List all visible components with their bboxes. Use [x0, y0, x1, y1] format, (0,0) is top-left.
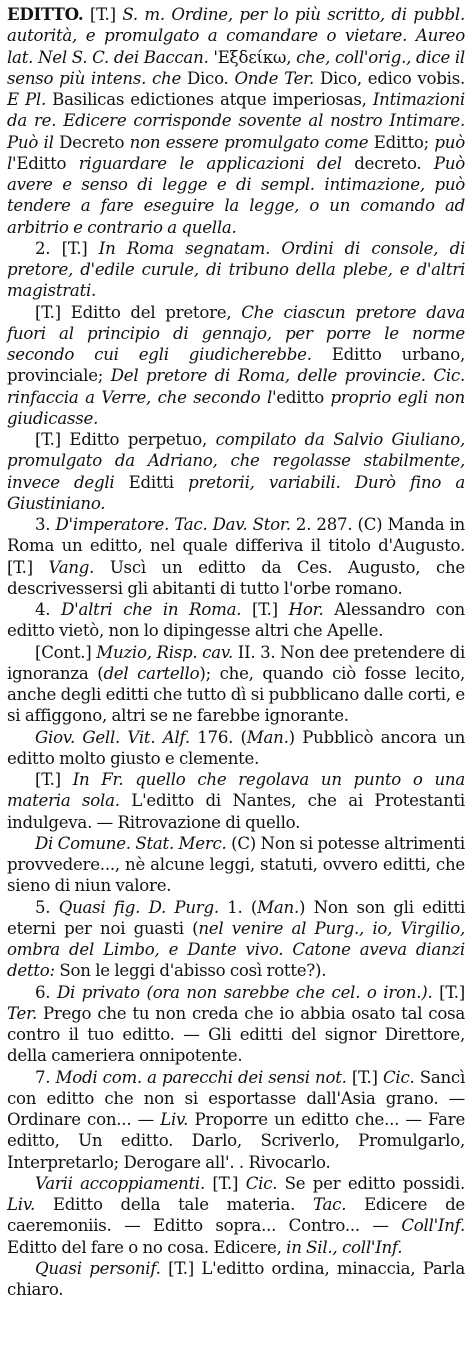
italic-text: Modi com. a parecchi dei sensi not. [55, 1067, 347, 1087]
text-segment: Sancì con editto che non si esportasse dall'Asia grano. —Ordinare con... — [7, 1067, 466, 1129]
text-segment: Basilicas edictiones atque imperiosas, [46, 90, 373, 109]
text-segment: [T.] [204, 1173, 246, 1193]
text-segment: Decreto [53, 132, 130, 152]
italic-text: Quasi personif. [35, 1258, 161, 1278]
text-segment: editto [276, 387, 331, 407]
text-segment: [T.] [241, 600, 289, 619]
entry-paragraph [7, 514, 465, 599]
italic-text: riguardare le applicazioni del [78, 153, 342, 173]
text-segment: 6. [35, 982, 57, 1002]
text-segment: Editto del fare o no cosa. Edicere, [7, 1237, 287, 1257]
italic-text: In Fr. quello che regolava un punto o una materia sola. [7, 770, 465, 811]
entry-paragraph [7, 429, 465, 514]
entry-headword: EDITTO. [7, 4, 84, 24]
text-segment: [T.] [346, 1067, 383, 1087]
text-segment: 2. [T.] [35, 238, 99, 258]
entry-paragraph [7, 302, 465, 430]
text-segment: Edicere de caeremoniis. — Editto sopra... Contro... — [7, 1195, 466, 1236]
italic-text: compilato da Salvio Giuliano, promulgato da Adriano, che regolasse stabilmente, invece degli [7, 430, 465, 492]
italic-text: D'imperatore. Tac. Dav. Stor. [55, 515, 291, 534]
entry-paragraph [7, 642, 465, 727]
italic-text: nel venire al Purg., io, Virgilio, ombra del Limbo, e Dante vivo. Catone aveva dianzi detto: [7, 918, 465, 981]
italic-text: Di privato (ora non sarebbe che cel. o iron.). [57, 982, 433, 1002]
dictionary-entry-editto [7, 4, 465, 1300]
text-segment: [T.] [35, 770, 73, 789]
entry-paragraph [7, 769, 465, 833]
italic-text: Liv. [160, 1110, 189, 1129]
italic-text: Onde Ter. [234, 68, 315, 88]
entry-paragraph [7, 833, 465, 897]
entry-paragraph [7, 1258, 465, 1301]
italic-text: Liv. [7, 1195, 36, 1214]
italic-text: Quasi fig. D. Purg. [58, 897, 219, 917]
italic-text: può l' [7, 132, 465, 173]
italic-text: E Pl. [7, 90, 47, 109]
text-segment: ); che, quando ciò fosse lecito, anche degli editti che tutto dì si pubblicano dalle corti, e si affiggono, altri se ne farebbe ignorante. [7, 663, 465, 726]
text-segment: Son le leggi d'abisso così rotte?). [54, 961, 327, 981]
text-segment: [T.] L'editto ordina, minaccia, Parla chiaro. [7, 1258, 465, 1299]
text-segment: Uscì un editto da Ces. Augusto, che descrivessersi gli abitanti di tutto l'orbe romano. [7, 557, 465, 598]
text-segment: Se per editto possidi. [277, 1173, 465, 1193]
text-segment: ) Pubblicò ancora un editto molto giusto e clemente. [7, 727, 466, 768]
text-segment: [T.] Editto perpetuo, [35, 430, 216, 449]
text-segment: [T.] [432, 982, 465, 1002]
entry-paragraph [7, 599, 465, 642]
entry-paragraph [7, 1067, 465, 1173]
text-segment: (C) Non si potesse altrimenti provvedere..., nè alcune leggi, statuti, ovvero editti, che sieno di niun valore. [7, 833, 465, 896]
entry-paragraph [7, 982, 465, 1067]
italic-text: Tac. [312, 1195, 347, 1214]
italic-text: Man. [246, 727, 289, 747]
italic-text: che, coll'orig., dice il senso più intens. che [7, 47, 465, 88]
italic-text: Ter. [7, 1003, 37, 1023]
italic-text: S. m. Ordine, per lo più scritto, di pubbl. autorità, e promulgato a comandare o vietare. Aureo lat. Nel S. C. dei Baccan. [7, 5, 465, 67]
italic-text: Varii accoppiamenti. [35, 1173, 205, 1193]
italic-text: Coll'Inf. [401, 1216, 465, 1236]
text-segment: decreto. [341, 153, 434, 173]
italic-text: Del pretore di Roma, delle provincie. Cic. [110, 366, 465, 386]
italic-text: Man. [257, 897, 300, 917]
italic-text: Vang. [48, 557, 95, 577]
text-segment: Dico, edico vobis. [314, 68, 465, 88]
text-segment: 176. ( [189, 727, 247, 747]
text-segment: ) Non son gli editti eterni per noi guasti ( [7, 897, 466, 938]
entry-paragraph [7, 1173, 465, 1258]
text-segment: 7. [35, 1067, 56, 1087]
text-segment: Prego che tu non creda che io abbia osato tal cosa contro il tuo editto. — Gli editti del signor Direttore, della cameriera onnipotente. [7, 1003, 465, 1066]
text-segment: 4. [35, 600, 62, 619]
italic-text: Muzio, Risp. cav. [96, 642, 234, 662]
italic-text: Cic. [245, 1173, 278, 1193]
italic-text: proprio egli non giudicasse. [7, 387, 465, 428]
italic-text: non essere promulgato come [129, 132, 369, 152]
entry-paragraph [7, 4, 465, 238]
italic-text: In Roma segnatam. Ordini di console, di pretore, d'edile curule, di tribuno della plebe, e d'altri magistrati. [7, 238, 466, 301]
italic-text: rinfaccia a Verre, che secondo l' [7, 387, 277, 407]
text-segment: 1. ( [218, 897, 258, 917]
text-segment: [T.] Editto del pretore, [35, 302, 242, 322]
text-segment: 2. 287. (C) Manda in Roma un editto, nel quale differiva il titolo d'Augusto. [T.] [7, 515, 465, 577]
text-segment: 'Εξδείκω, [208, 47, 297, 67]
italic-text: Giov. Gell. Vit. Alf. [35, 727, 190, 747]
italic-text: pretorii, variabili. Durò fino a Giustiniano. [7, 472, 465, 513]
italic-text: Di Comune. Stat. Merc. [35, 833, 227, 853]
italic-text: D'altri che in Roma. [61, 600, 242, 619]
text-segment: Editto della tale materia. [35, 1195, 313, 1214]
text-segment: L'editto di Nantes, che ai Protestanti indulgeva. — Ritrovazione di quello. [7, 791, 465, 832]
text-segment: Dico. [181, 68, 235, 88]
text-segment: II. 3. Non dee pretendere di ignoranza ( [7, 642, 465, 683]
entry-paragraph [7, 727, 465, 770]
text-segment: Editto urbano, provinciale; [7, 345, 465, 386]
italic-text: Hor. [288, 600, 324, 619]
italic-text: Può avere e senso di legge e di sempl. intimazione, può tendere a fare eseguire la legge, o un comando ad arbitrio e contrario a quella. [7, 153, 465, 237]
text-segment: [Cont.] [35, 642, 97, 662]
entry-paragraph [7, 897, 465, 982]
entry-paragraph [7, 238, 465, 302]
text-segment: 3. [35, 515, 56, 534]
text-segment: Alessandro con editto vietò, non lo dipingesse altri che Apelle. [7, 600, 465, 641]
text-segment: Editti [114, 472, 189, 492]
italic-text: in Sil., coll'Inf. [286, 1237, 403, 1257]
text-segment: 5. [35, 897, 59, 917]
italic-text: del cartello [103, 663, 200, 683]
italic-text: Cic. [382, 1067, 415, 1087]
italic-text: Che ciascun pretore dava fuori al principio di gennajo, per porre le norme secondo cui egli giudicherebbe. [7, 302, 465, 364]
italic-text: Intimazioni da re. Edicere corrisponde sovente al nostro Intimare. Può il [7, 90, 465, 152]
text-segment: [T.] [83, 5, 123, 24]
text-segment: Proporre un editto che... — Fare editto, Un editto. Darlo, Scriverlo, Promulgarlo, Interpretarlo; Derogare all'. . Rivocarlo. [7, 1110, 466, 1172]
text-segment: Editto [16, 153, 79, 173]
text-segment: Editto; [368, 132, 435, 152]
